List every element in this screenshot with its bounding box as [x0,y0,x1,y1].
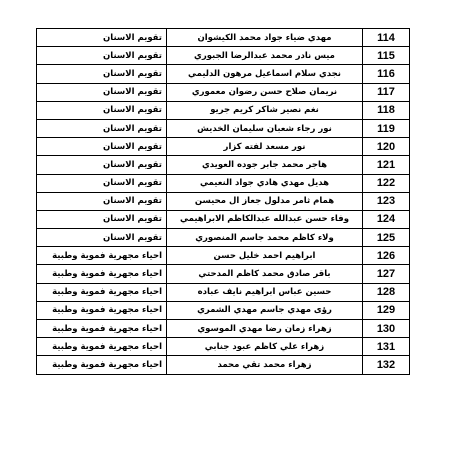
student-name-cell: رؤى مهدي جاسم مهدي الشمري [167,301,363,319]
department-cell: تقويم الاسنان [37,65,167,83]
student-name-cell: زهراء زمان رضا مهدي الموسوي [167,320,363,338]
department-cell: تقويم الاسنان [37,119,167,137]
student-name-cell: ابراهيم احمد خليل حسن [167,247,363,265]
student-name-cell: ميس نادر محمد عبدالرضا الجبوري [167,47,363,65]
student-roster-table [36,28,410,375]
department-cell: احياء مجهرية فموية وطبية [37,265,167,283]
department-cell: تقويم الاسنان [37,47,167,65]
department-cell: احياء مجهرية فموية وطبية [37,320,167,338]
student-name-cell: زهراء محمد تقي محمد [167,356,363,374]
student-name-cell: وفاء حسن عبدالله عبدالكاظم الابراهيمي [167,210,363,228]
department-cell: احياء مجهرية فموية وطبية [37,301,167,319]
row-number-cell: 116 [363,65,410,83]
table-row [37,138,410,156]
table-row [37,320,410,338]
table-row [37,210,410,228]
table-row [37,174,410,192]
table-row [37,65,410,83]
roster-body [37,29,410,375]
department-cell: تقويم الاسنان [37,101,167,119]
student-name-cell: باقر صادق محمد كاظم المدحتي [167,265,363,283]
table-row [37,229,410,247]
student-name-cell: نور مسعد لفته كزار [167,138,363,156]
row-number-cell: 117 [363,83,410,101]
student-name-cell: نغم نصير شاكر كريم جريو [167,101,363,119]
department-cell: احياء مجهرية فموية وطبية [37,283,167,301]
student-name-cell: هديل مهدي هادي جواد النعيمي [167,174,363,192]
row-number-cell: 123 [363,192,410,210]
table-row [37,247,410,265]
table-row [37,356,410,374]
student-name-cell: نور رجاء شعبان سليمان الخديش [167,119,363,137]
department-cell: احياء مجهرية فموية وطبية [37,356,167,374]
table-row [37,119,410,137]
row-number-cell: 118 [363,101,410,119]
row-number-cell: 130 [363,320,410,338]
department-cell: تقويم الاسنان [37,138,167,156]
table-row [37,265,410,283]
row-number-cell: 122 [363,174,410,192]
row-number-cell: 125 [363,229,410,247]
table-row [37,156,410,174]
table-row [37,283,410,301]
department-cell: تقويم الاسنان [37,210,167,228]
department-cell: تقويم الاسنان [37,229,167,247]
row-number-cell: 129 [363,301,410,319]
student-name-cell: ولاء كاظم محمد جاسم المنصوري [167,229,363,247]
department-cell: تقويم الاسنان [37,29,167,47]
row-number-cell: 115 [363,47,410,65]
row-number-cell: 127 [363,265,410,283]
table-row [37,338,410,356]
student-name-cell: حسين عباس ابراهيم نايف عباده [167,283,363,301]
department-cell: تقويم الاسنان [37,83,167,101]
student-name-cell: همام ثامر مدلول جعاز ال محيسن [167,192,363,210]
table-row [37,301,410,319]
table-row [37,192,410,210]
student-name-cell: نجدي سلام اسماعيل مرهون الدليمي [167,65,363,83]
row-number-cell: 114 [363,29,410,47]
department-cell: احياء مجهرية فموية وطبية [37,247,167,265]
table-row [37,101,410,119]
student-name-cell: زهراء علي كاظم عبود جنابي [167,338,363,356]
table-row [37,29,410,47]
department-cell: تقويم الاسنان [37,192,167,210]
row-number-cell: 121 [363,156,410,174]
row-number-cell: 124 [363,210,410,228]
student-name-cell: هاجر محمد جابر جوده العويدي [167,156,363,174]
row-number-cell: 132 [363,356,410,374]
table-row [37,83,410,101]
table-row [37,47,410,65]
student-name-cell: مهدي ضياء جواد محمد الكيشوان [167,29,363,47]
student-name-cell: نريمان صلاح حسن رضوان معموري [167,83,363,101]
department-cell: تقويم الاسنان [37,156,167,174]
row-number-cell: 120 [363,138,410,156]
department-cell: تقويم الاسنان [37,174,167,192]
row-number-cell: 119 [363,119,410,137]
department-cell: احياء مجهرية فموية وطبية [37,338,167,356]
row-number-cell: 128 [363,283,410,301]
row-number-cell: 131 [363,338,410,356]
row-number-cell: 126 [363,247,410,265]
